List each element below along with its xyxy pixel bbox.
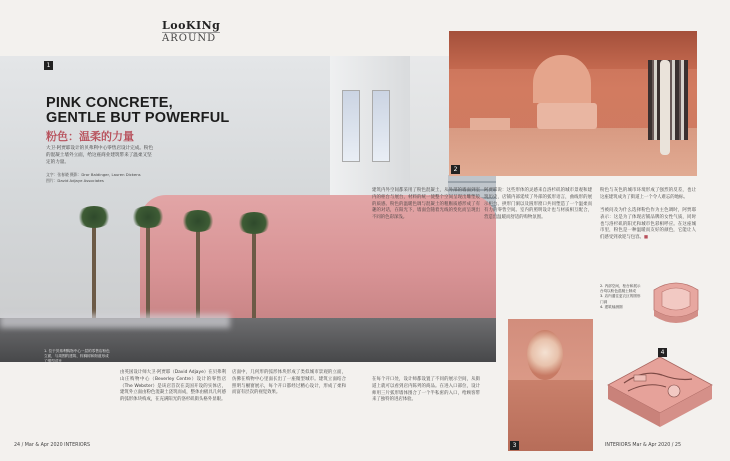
doorway-wall <box>508 380 593 451</box>
photo-number: 1 <box>44 61 53 70</box>
palm-trunk <box>196 226 200 318</box>
section-tag-line1: LooKINg <box>162 19 221 32</box>
footer-right: INTERIORS Mar & Apr 2020 / 25 <box>605 443 682 448</box>
billboard-screen <box>372 90 390 162</box>
palm-crown <box>236 212 272 234</box>
end-mark: ■ <box>643 235 649 241</box>
body-text: 当被问及为什么选择粉色作为主色调时，阿贾耶表示：这是为了体现店铺品牌的女性气质，同时也与洛杉矶的阳光和城市色彩相呼应。在这座城市里，粉色是一种温暖而友好的颜色，它能让人们感受到欢迎与包容。 <box>600 208 696 241</box>
motion-blur-car <box>0 314 230 328</box>
body-text-column: 建筑内外空间都采用了粉色混凝土，从外部的墙面到室内的柜台与展台，材料的统一使整个空间呈现出雕塑般的质感。粉色的温暖色调与混凝土的粗粝质感形成了有趣的对话，在阳光下，墙面会随着光线的变化而呈现出不同的色彩深浅。 <box>372 188 480 221</box>
palm-crown <box>180 210 216 232</box>
section-tag-line2: AROUND <box>162 32 220 44</box>
interior-arch <box>533 55 591 103</box>
photo-number: 4 <box>658 348 667 357</box>
photo-caption: 1. 位于贝弗利购物中心一层的零售店粉色立面，与周围的建筑、棕榈树和街道形成了强烈对比 <box>44 349 110 363</box>
round-doorway <box>527 330 563 380</box>
isometric-element-drawing <box>646 276 706 328</box>
photo-number: 3 <box>510 441 519 450</box>
palm-crown <box>130 206 166 228</box>
intro-text: 大卫·阿贾耶设计的贝弗利中心零售店设计完成。粉色的混凝土墙外立面，给这座商业建筑带来了温柔又坚定的力量。 <box>46 146 154 165</box>
credits-line2: 图片：David Adjaye Associates <box>46 177 104 183</box>
billboard-screen <box>342 90 360 162</box>
footer-left: 24 / Mar & Apr 2020 INTERIORS <box>14 443 91 448</box>
body-text-column: 粉色与灰色的城市环境形成了强烈的反差，也让这座建筑成为了街道上一个令人难忘的地标。 <box>600 188 696 200</box>
credits-line1: 文字：张春晓 摄影：Dror Baldinger, Lauren Dickens <box>46 172 141 177</box>
headline-chinese: 粉色：温柔的力量 <box>46 130 134 143</box>
body-text-column: 阿贾耶说：这些形体的灵感来自洛杉矶的城市景观和建筑历史，店铺内部延续了外部的弧形语言，曲线形的展示柜台、拱形门洞以及圆形窗口共同塑造了一个温柔而有力的零售空间。室内的照明设计也与材质相互配合，营造出温暖而舒适的购物氛围。 <box>484 188 592 221</box>
mannequin <box>660 60 670 155</box>
palm-trunk <box>92 222 96 318</box>
photo-captions: 2. 内部空间，柜台和展示台均以粉色混凝土制成 3. 店内通往更衣区的圆形门洞 4. 建筑轴测图 <box>600 284 641 309</box>
body-text-column: 在每个开口处，设计师都设置了不同的展示空间，从街道上就可以看到店内陈列的商品。在进入口部位，设计师用三片弧形墙体围合了一个半私密的入口，给顾客带来了独特的进店体验。 <box>372 377 480 403</box>
body-text-column: 店面中，几何形的弧形体块形成了类似城市景观的立面，仿佛在购物中心里面长出了一座微型城市。建筑立面结合照明与橱窗展示，每个开口都经过精心设计，形成了柔和而富有层次的视觉效果。 <box>232 370 346 396</box>
section-tag <box>162 20 220 44</box>
display-counter <box>537 103 597 129</box>
palm-trunk <box>252 228 256 318</box>
photo-number: 2 <box>451 165 460 174</box>
palm-crown <box>76 206 112 228</box>
palm-trunk <box>146 222 150 318</box>
credits <box>46 172 156 183</box>
headline-line1: PINK CONCRETE, <box>46 95 173 111</box>
body-text-column: 由英国设计师大卫·阿贾耶（David Adjaye）在贝弗利山庄购物中心（Beverley Centre）设计的零售店（The Webster）是该店首次在美国开设的实体店，建筑外立面由粉色混凝土浇筑而成，整体由极具几何感的弧形体块构成，在充满阳光的洛杉矶街头格外显眼。 <box>120 370 226 403</box>
body-text-column <box>600 208 696 242</box>
headline-line2: GENTLE BUT POWERFUL <box>46 110 230 126</box>
display-table <box>470 118 510 130</box>
headline-english <box>46 96 229 126</box>
